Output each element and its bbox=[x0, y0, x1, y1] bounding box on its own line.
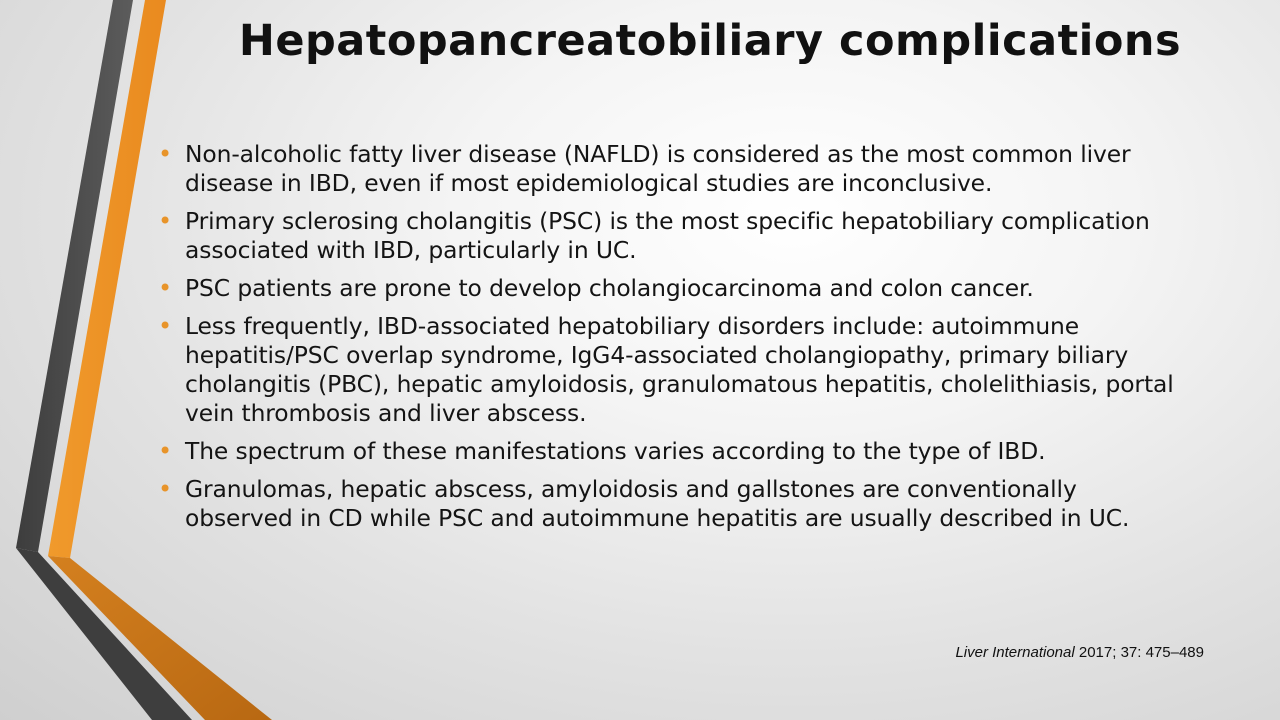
bullet-dot-icon: • bbox=[158, 207, 173, 235]
citation-details: 2017; 37: 475–489 bbox=[1074, 644, 1204, 661]
bullet-text: Granulomas, hepatic abscess, amyloidosis and gallstones are conventionally observed in CD while PSC and autoimmune hepatitis are usually described in UC. bbox=[185, 475, 1130, 532]
bullet-item bbox=[158, 140, 1185, 198]
bullet-text: PSC patients are prone to develop cholangiocarcinoma and colon cancer. bbox=[185, 274, 1034, 302]
bullet-text: Primary sclerosing cholangitis (PSC) is the most specific hepatobiliary complication associated with IBD, particularly in UC. bbox=[185, 207, 1150, 264]
citation bbox=[955, 644, 1204, 661]
gray-band-lower bbox=[16, 548, 192, 720]
bullet-item bbox=[158, 312, 1185, 428]
bullet-item bbox=[158, 437, 1185, 466]
bullet-item bbox=[158, 207, 1185, 265]
bullet-list bbox=[158, 140, 1185, 542]
citation-journal: Liver International bbox=[955, 644, 1075, 661]
bullet-dot-icon: • bbox=[158, 140, 173, 168]
bullet-dot-icon: • bbox=[158, 312, 173, 340]
bullet-item bbox=[158, 475, 1185, 533]
bullet-text: Less frequently, IBD-associated hepatobiliary disorders include: autoimmune hepatitis/PSC overlap syndrome, IgG4-associated cholangiopathy, primary biliary cholangitis (PBC), hepatic amyloidosis, granulomatous hepatitis, cholelithiasis, portal vein thrombosis and liver abscess. bbox=[185, 312, 1174, 427]
bullet-text: The spectrum of these manifestations varies according to the type of IBD. bbox=[185, 437, 1046, 465]
bullet-text: Non-alcoholic fatty liver disease (NAFLD) is considered as the most common liver disease in IBD, even if most epidemiological studies are inconclusive. bbox=[185, 140, 1131, 197]
bullet-item bbox=[158, 274, 1185, 303]
bullet-dot-icon: • bbox=[158, 274, 173, 302]
bullet-dot-icon: • bbox=[158, 437, 173, 465]
slide-title: Hepatopancreatobiliary complications bbox=[238, 16, 1182, 66]
bullet-dot-icon: • bbox=[158, 475, 173, 503]
